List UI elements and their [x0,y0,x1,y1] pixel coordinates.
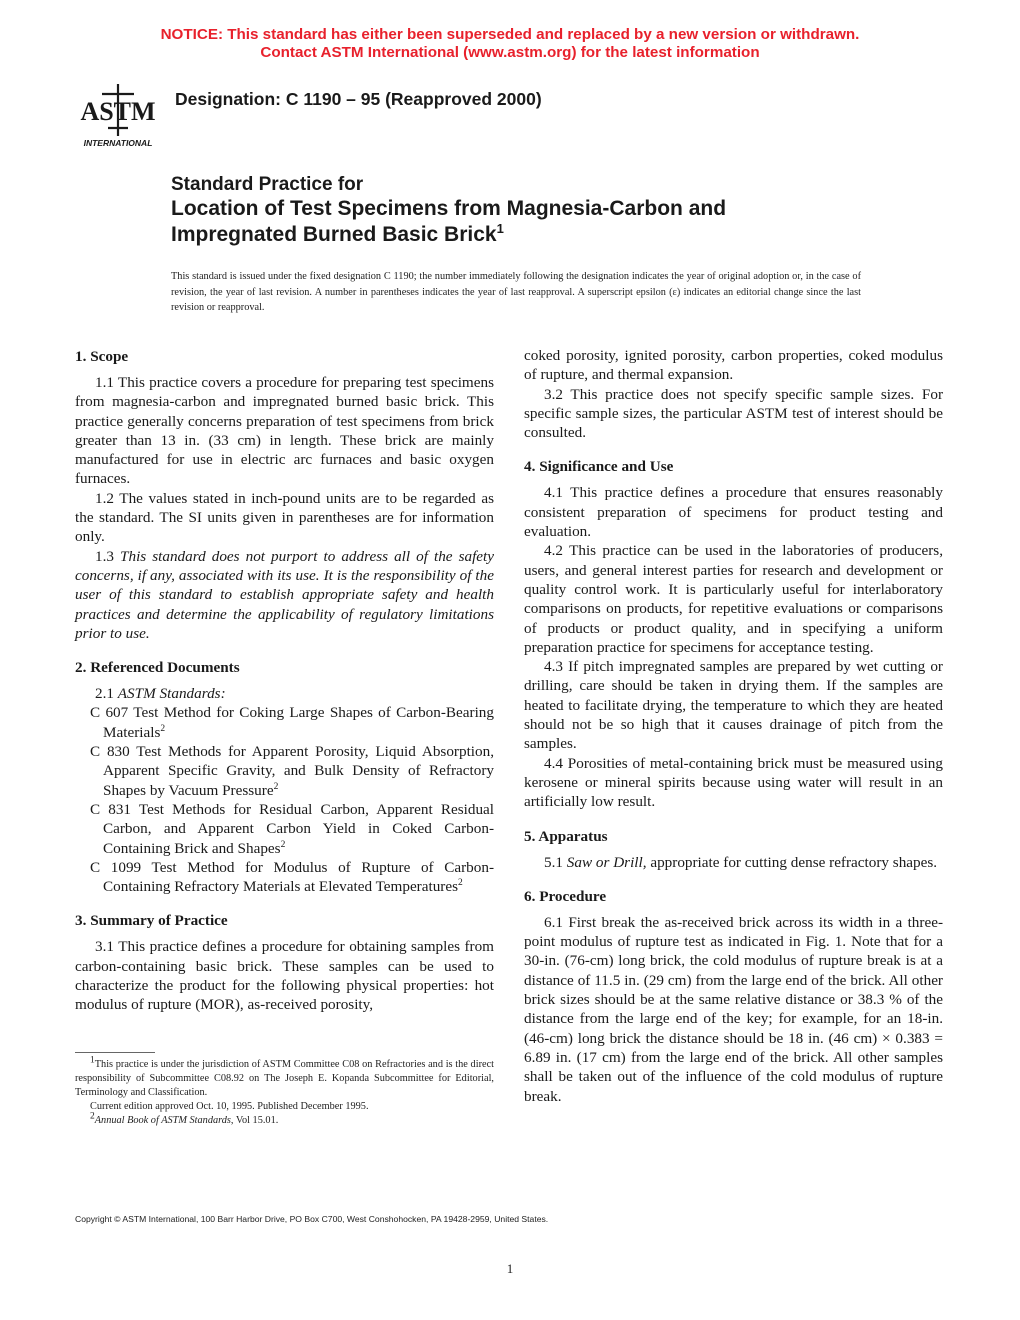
left-column [75,346,494,1015]
paragraph-1-2: 1.2 The values stated in inch-pound units are to be regarded as the standard. The SI units given in parentheses are for information only. [75,489,494,546]
paragraph-3-2: 3.2 This practice does not specify specific sample sizes. For specific sample sizes, the particular ASTM test of interest should be consulted. [524,385,943,442]
title-line-1: Location of Test Specimens from Magnesia-Carbon and [171,197,727,220]
paragraph-1-1: 1.1 This practice covers a procedure for preparing test specimens from magnesia-carbon and impregnated burned basic brick. This practice generally concerns preparation of test specimens from brick greater than 13 in. (33 cm) in length. These brick are mainly manufactured for use in electric arc furnaces and basic oxygen furnaces. [75,374,494,488]
title-footnote-mark: 1 [496,221,504,236]
section-heading-procedure: 6. Procedure [524,887,607,905]
paragraph-2-1-number: 2.1 [95,685,114,703]
issue-note: This standard is issued under the fixed designation C 1190; the number immediately following the designation indicates the year of original adoption or, in the case of revision, the year of last revision. A number in parentheses indicates the year of last reapproval. A superscript epsilon (ε) indicates an editorial change since the last revision or reapproval. [171,271,861,314]
reference-footnote-mark: 2 [280,839,286,850]
title-line-2-text: Impregnated Burned Basic Brick [171,223,497,246]
section-heading-summary: 3. Summary of Practice [75,912,228,930]
reference-text: C 607 Test Method for Coking Large Shapes of Carbon-Bearing Materials [90,704,494,741]
logo-letters: ASTM [80,97,156,126]
footnote-2-mark: 2 [90,1111,95,1122]
section-heading-apparatus: 5. Apparatus [524,827,608,845]
document-title [171,174,931,248]
notice-line-2: Contact ASTM International (www.astm.org) for the latest information [260,44,760,61]
withdrawal-notice [0,26,1020,62]
reference-text: C 831 Test Methods for Residual Carbon, Apparent Residual Carbon, and Apparent Carbon Yield in Coked Carbon-Containing Brick and Shapes [90,800,494,857]
section-heading-significance: 4. Significance and Use [524,458,674,476]
paragraph-2-1 [75,684,494,703]
footnote-1-mark: 1 [90,1055,95,1066]
paragraph-4-1: 4.1 This practice defines a procedure that ensures reasonably consistent preparation of specimens for product testing and evaluation. [524,484,943,541]
paragraph-1-3 [75,547,494,643]
reference-item [75,800,494,858]
footnote-2-rest: , Vol 15.01. [230,1115,279,1126]
paragraph-5-1-number: 5.1 [544,853,563,871]
paragraph-5-1-term: Saw or Drill, [566,853,647,871]
paragraph-2-1-text: ASTM Standards: [117,685,226,703]
reference-item [75,858,494,897]
astm-logo [72,80,164,150]
footnotes [75,1055,494,1128]
paragraph-5-1 [524,853,943,872]
paragraph-3-1-continued: coked porosity, ignited porosity, carbon properties, coked modulus of rupture, and thermal expansion. [524,347,943,384]
reference-footnote-mark: 2 [458,878,463,889]
section-heading-referenced-documents: 2. Referenced Documents [75,659,240,677]
footnote-divider [75,1052,155,1053]
footnote-2-title: Annual Book of ASTM Standards [94,1115,231,1126]
copyright-notice: Copyright © ASTM International, 100 Barr Harbor Drive, PO Box C700, West Conshohocken, PA 19428-2959, United States. [75,1214,549,1224]
notice-line-1: NOTICE: This standard has either been superseded and replaced by a new version or withdrawn. [160,26,860,43]
footnote-1-text: This practice is under the jurisdiction of ASTM Committee C08 on Refractories and is the direct responsibility of Subcommittee C08.92 on The Joseph E. Kopanda Subcommittee for Editorial, Terminology and Classification. [75,1059,494,1098]
right-column [524,346,943,1106]
reference-text: C 830 Test Methods for Apparent Porosity, Liquid Absorption, Apparent Specific Gravity, and Bulk Density of Refractory Shapes by Vacuum Pressure [90,743,494,799]
paragraph-4-2: 4.2 This practice can be used in the laboratories of producers, users, and general interest parties for research and development or quality control work. It is particularly useful for interlaboratory comparisons on products, for repetitive evaluations or comparisons of products or product quality, and in specifying a uniform preparation practice for specimens for acceptance testing. [524,542,943,656]
reference-item [75,703,494,742]
page-number: 1 [506,1261,514,1276]
paragraph-3-1: 3.1 This practice defines a procedure for obtaining samples from carbon-containing basic brick. These samples can be used to characterize the product for the following physical properties: hot modulus of rupture (MOR), as-received porosity, [75,938,494,1014]
paragraph-4-3: 4.3 If pitch impregnated samples are prepared by wet cutting or drilling, care should be taken in drying them. If the samples are heated to facilitate drying, the temperature to which they are heated should not be so high that it causes drainage of pitch from the samples. [524,658,943,753]
logo-caption: INTERNATIONAL [83,138,153,148]
paragraph-5-1-text: appropriate for cutting dense refractory shapes. [650,853,938,871]
paragraph-4-4: 4.4 Porosities of metal-containing brick must be measured using kerosene or mineral spirits because using water will result in an artificially low result. [524,754,943,811]
footnote-2 [75,1111,494,1128]
designation: Designation: C 1190 – 95 (Reapproved 2000) [175,89,542,109]
title-prefix: Standard Practice for [171,174,364,195]
paragraph-1-3-number: 1.3 [95,547,114,565]
edition-note: Current edition approved Oct. 10, 1995. Published December 1995. [90,1101,369,1112]
paragraph-1-3-text: This standard does not purport to address all of the safety concerns, if any, associated with its use. It is the responsibility of the user of this standard to establish appropriate safety and health practices and determine the applicability of regulatory limitations prior to use. [75,547,495,642]
reference-footnote-mark: 2 [160,723,166,734]
reference-text: C 1099 Test Method for Modulus of Rupture of Carbon-Containing Refractory Materials at Elevated Temperatures [90,858,494,896]
paragraph-6-1: 6.1 First break the as-received brick across its width in a three-point modulus of rupture test as indicated in Fig. 1. Note that for a 30-in. (76-cm) long brick, the cold modulus of rupture break is at a distance of 11.5 in. (29 cm) from the large end of the brick. All other brick sizes should be at the same relative distance or 38.3 % of the distance from the large end of the key; for example, for an 18-in. (46-cm) long brick the distance should be 18 in. (46 cm) × 0.383 = 6.89 in. (17 cm) from the large end of the brick. All other samples shall be taken out of the influence of the cold modulus of rupture break. [524,913,943,1105]
title-line-2 [171,222,931,248]
reference-footnote-mark: 2 [273,781,279,792]
section-heading-scope: 1. Scope [75,348,129,365]
reference-item [75,742,494,800]
footnote-1 [75,1055,494,1100]
